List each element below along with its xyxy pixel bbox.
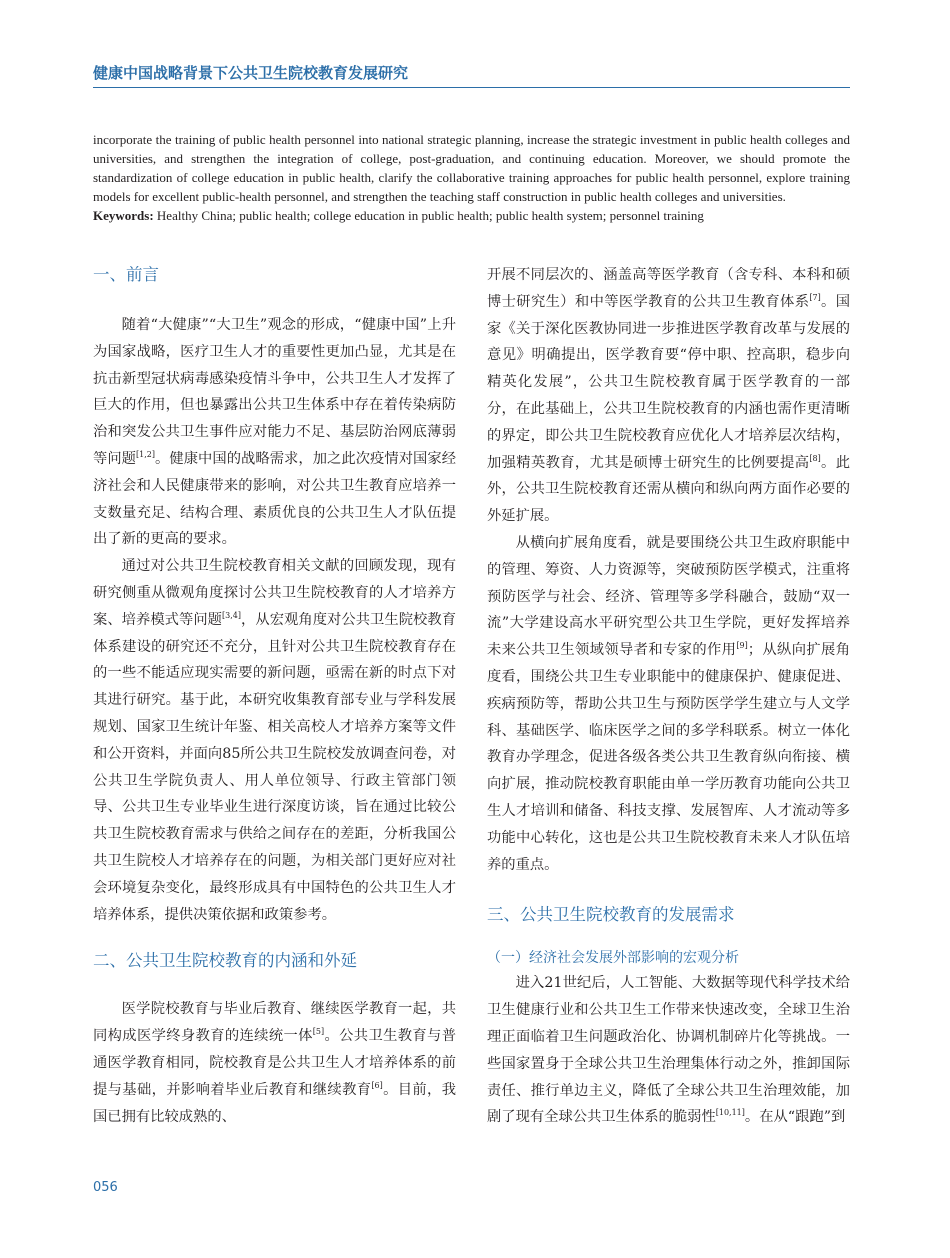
paragraph: 随着“大健康”“大卫生”观念的形成，“健康中国”上升为国家战略，医疗卫生人才的重要性更加凸显，尤其是在抗击新型冠状病毒感染疫情斗争中，公共卫生人才发挥了巨大的作用，但也暴露出公共卫生体系中存在着传染病防治和突发公共卫生事件应对能力不足、基层防治网底薄弱等问题[1,2]。健康中国的战略需求，加之此次疫情对国家经济社会和人民健康带来的影响，对公共卫生教育应培养一支数量充足、结构合理、素质优良的公共卫生人才队伍提出了新的更高的要求。 (93, 317, 457, 548)
paragraph: 从横向扩展角度看，就是要围绕公共卫生政府职能中的管理、筹资、人力资源等，突破预防医学模式，注重将预防医学与社会、经济、管理等多学科融合，鼓励“双一流”大学建设高水平研究型公共卫生学院，更好发挥培养未来公共卫生领域领导者和专家的作用[9]；从纵向扩展角度看，围绕公共卫生专业职能中的健康保护、健康促进、疾病预防等，帮助公共卫生与预防医学学生建立与人文学科、基础医学、临床医学之间的多学科联系。树立一体化教育办学理念，促进各级各类公共卫生教育纵向衔接、横向扩展，推动院校教育职能由单一学历教育功能向公共卫生人才培训和储备、科技支撑、发展智库、人才流动等多功能中心转化，这也是公共卫生院校教育未来人才队伍培养的重点。 (487, 534, 851, 873)
english-abstract (93, 130, 850, 225)
paragraph: 医学院校教育与毕业后教育、继续医学教育一起，共同构成医学终身教育的连续统一体[5]。公共卫生教育与普通医学教育相同，院校教育是公共卫生人才培养体系的前提与基础，并影响着毕业后教育和继续教育[6]。目前，我国已拥有比较成熟的、 (93, 1001, 457, 1125)
citation: [6] (371, 1080, 383, 1090)
journal-running-title: 健康中国战略背景下公共卫生院校教育发展研究 (93, 64, 409, 82)
paragraph: 通过对公共卫生院校教育相关文献的回顾发现，现有研究侧重从微观角度探讨公共卫生院校教育的人才培养方案、培养模式等问题[3,4]，从宏观角度对公共卫生院校教育体系建设的研究还不充分，且针对公共卫生院校教育存在的一些不能适应现实需要的新问题，亟需在新的时点下对其进行研究。基于此，本研究收集教育部专业与学科发展规划、国家卫生统计年鉴、相关高校人才培养方案等文件和公开资料，并面向85所公共卫生院校发放调查问卷，对公共卫生学院负责人、用人单位领导、行政主管部门领导、公共卫生专业毕业生进行深度访谈，旨在通过比较公共卫生院校教育需求与供给之间存在的差距，分析我国公共卫生院校人才培养存在的问题，为相关部门更好应对社会环境复杂变化，最终形成具有中国特色的公共卫生人才培养体系，提供决策依据和政策参考。 (93, 558, 457, 923)
paragraph: 开展不同层次的、涵盖高等医学教育（含专科、本科和硕博士研究生）和中等医学教育的公共卫生教育体系[7]。国家《关于深化医教协同进一步推进医学教育改革与发展的意见》明确提出，医学教育要“停中职、控高职，稳步向精英化发展”，公共卫生院校教育属于医学教育的一部分，在此基础上，公共卫生院校教育的内涵也需作更清晰的界定，即公共卫生院校教育应优化人才培养层次结构，加强精英教育，尤其是硕博士研究生的比例要提高[8]。此外，公共卫生院校教育还需从横向和纵向两方面作必要的外延扩展。 (487, 267, 851, 525)
citation: [3,4] (222, 611, 241, 620)
citation: [8] (809, 453, 821, 463)
citation: [5] (312, 1027, 325, 1037)
header-rule (93, 87, 850, 88)
keywords-line (93, 206, 850, 225)
citation: [9] (736, 641, 748, 651)
citation: [10,11] (715, 1108, 745, 1118)
section-heading-2: 二、公共卫生院校教育的内涵和外延 (93, 951, 357, 971)
subsection-heading-1: （一）经济社会发展外部影响的宏观分析 (487, 950, 739, 967)
page-number: 056 (93, 1180, 118, 1195)
right-column (487, 262, 850, 1131)
left-column (93, 262, 456, 1130)
section-heading-1: 一、前言 (93, 265, 159, 284)
running-header (93, 62, 850, 88)
keywords-label: Keywords: (93, 208, 154, 223)
citation: [7] (809, 293, 821, 303)
keywords-text: Healthy China; public health; college education in public health; public health system; personnel training (153, 208, 704, 223)
citation: [1,2] (136, 450, 155, 460)
paragraph: 进入21世纪后，人工智能、大数据等现代科学技术给卫生健康行业和公共卫生工作带来快速改变，全球卫生治理正面临着卫生问题政治化、协调机制碎片化等挑战。一些国家置身于全球公共卫生治理集体行动之外，推卸国际责任、推行单边主义，降低了全球公共卫生治理效能，加剧了现有全球公共卫生体系的脆弱性[10,11]。在从“跟跑”到 (487, 975, 850, 1126)
section-heading-3: 三、公共卫生院校教育的发展需求 (487, 905, 735, 925)
abstract-text: incorporate the training of public health personnel into national strategic planning, increase the strategic investment in public health colleges and universities, and strengthen the integration of college, post-graduation, and continuing education. Moreover, we should promote the standardization of college education in public health, clarify the collaborative training approaches for public health personnel, explore training models for excellent public-health personnel, and strengthen the teaching staff construction in public health colleges and universities. (93, 132, 850, 204)
